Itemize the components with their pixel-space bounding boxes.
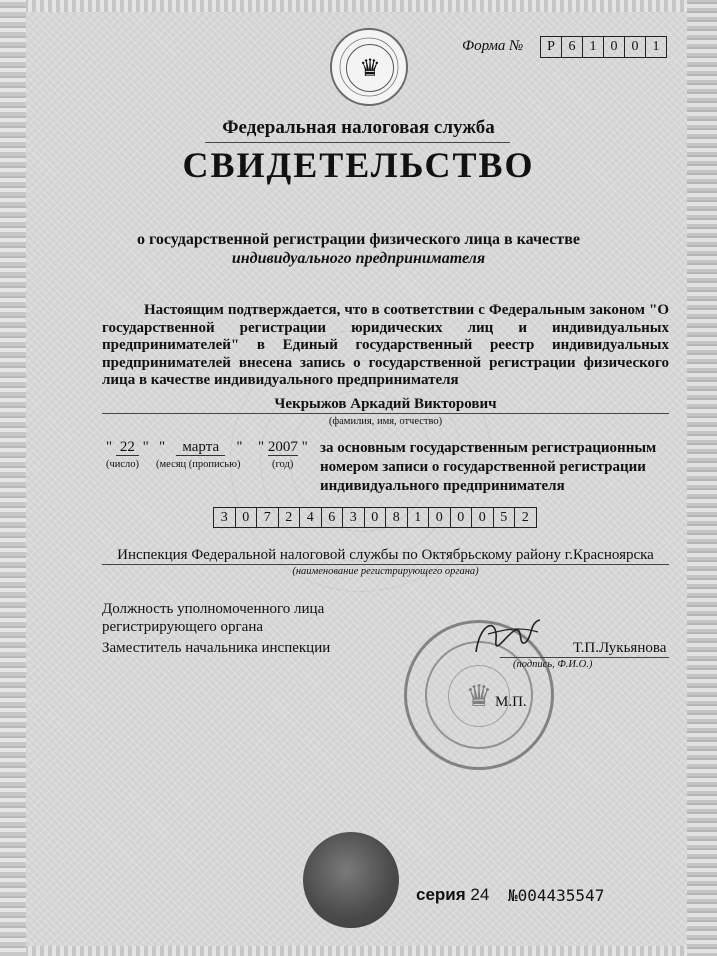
reg-number-cell: 8 bbox=[386, 508, 408, 527]
form-code-cells bbox=[540, 36, 667, 58]
header-divider bbox=[205, 142, 510, 143]
signer-name: Т.П.Лукьянова bbox=[573, 640, 667, 656]
registering-authority: Инспекция Федеральной налоговой службы по Октябрьскому району г.Красноярска bbox=[117, 547, 654, 563]
reg-number-cell: 0 bbox=[236, 508, 258, 527]
certification-paragraph: Настоящим подтверждается, что в соответствии с Федеральным законом "О государственной регистрации юридических лиц и индивидуальных предпринимателей" в Единый государственный реестр индивидуальных предпринимателей внесена запись о государственной регистрации физического лица в качестве индивидуального предпринимателя bbox=[102, 302, 669, 388]
stamp-place-label: М.П. bbox=[495, 694, 527, 710]
hologram-seal bbox=[303, 832, 399, 928]
series-value: 24 bbox=[470, 885, 490, 904]
authority-underline bbox=[102, 564, 669, 565]
date-month-caption: (месяц (прописью) bbox=[156, 459, 241, 470]
series-label: серия bbox=[416, 885, 466, 904]
date-day-field: " 22 " bbox=[106, 439, 149, 455]
person-name: Чекрыжов Аркадий Викторович bbox=[274, 396, 497, 412]
tax-service-emblem bbox=[330, 28, 408, 106]
reg-number-cell: 0 bbox=[365, 508, 387, 527]
form-code-cell: 6 bbox=[562, 37, 583, 57]
reg-number-cell: 2 bbox=[521, 510, 529, 525]
guilloche-border-top bbox=[0, 0, 717, 12]
reg-number-cell: 0 bbox=[451, 508, 473, 527]
reg-number-cell: 1 bbox=[408, 508, 430, 527]
subtitle-line-1: о государственной регистрации физического лица в качестве bbox=[137, 231, 580, 248]
form-code-cell: 1 bbox=[652, 39, 660, 54]
date-day: 22 bbox=[116, 439, 139, 456]
date-month: марта bbox=[176, 439, 225, 456]
signature-caption: (подпись, Ф.И.О.) bbox=[513, 659, 593, 670]
form-code-cell: 1 bbox=[583, 37, 604, 57]
signature-underline bbox=[500, 657, 669, 658]
reg-number-cell: 0 bbox=[472, 508, 494, 527]
eagle-icon: ♛ bbox=[346, 44, 394, 92]
date-year: 2007 bbox=[267, 439, 298, 455]
series-field bbox=[416, 885, 489, 905]
reg-number-cell: 4 bbox=[300, 508, 322, 527]
form-code-cell: 0 bbox=[625, 37, 646, 57]
reg-number-cell: 6 bbox=[322, 508, 344, 527]
reg-number-cell: 7 bbox=[257, 508, 279, 527]
reg-number-cell: 5 bbox=[494, 508, 516, 527]
form-code-cell: 0 bbox=[604, 37, 625, 57]
stamp-eagle-icon: ♛ bbox=[448, 665, 510, 727]
position-label bbox=[102, 600, 324, 636]
position-label-line-2: регистрирующего органа bbox=[102, 619, 264, 635]
reg-number-cell: 2 bbox=[279, 508, 301, 527]
position-label-line-1: Должность уполномоченного лица bbox=[102, 601, 325, 617]
handwritten-signature bbox=[468, 612, 548, 662]
reg-number-cell: 0 bbox=[429, 508, 451, 527]
registration-basis-text: за основным государственным регистрационным номером записи о государственной регистрации индивидуального предпринимателя bbox=[320, 440, 657, 494]
date-year-field: " 2007 " bbox=[258, 439, 308, 455]
date-year-caption: (год) bbox=[272, 459, 294, 470]
document-title: СВИДЕТЕЛЬСТВО bbox=[182, 145, 535, 185]
reg-number-cell: 3 bbox=[343, 508, 365, 527]
form-code-cell: Р bbox=[541, 37, 562, 57]
serial-number: №004435547 bbox=[508, 886, 605, 905]
agency-name: Федеральная налоговая служба bbox=[222, 117, 495, 138]
signer-position: Заместитель начальника инспекции bbox=[102, 640, 331, 656]
person-name-caption: (фамилия, имя, отчество) bbox=[328, 416, 443, 427]
reg-number-cell: 3 bbox=[214, 508, 236, 527]
authority-caption: (наименование регистрирующего органа) bbox=[292, 566, 479, 577]
subtitle-line-2: индивидуального предпринимателя bbox=[231, 250, 486, 267]
guilloche-border-bottom bbox=[0, 946, 717, 956]
date-day-caption: (число) bbox=[106, 459, 140, 470]
name-underline bbox=[102, 413, 669, 414]
registration-number-cells bbox=[213, 507, 537, 528]
date-month-field: " марта " bbox=[159, 439, 243, 455]
form-label: Форма № bbox=[462, 38, 524, 54]
